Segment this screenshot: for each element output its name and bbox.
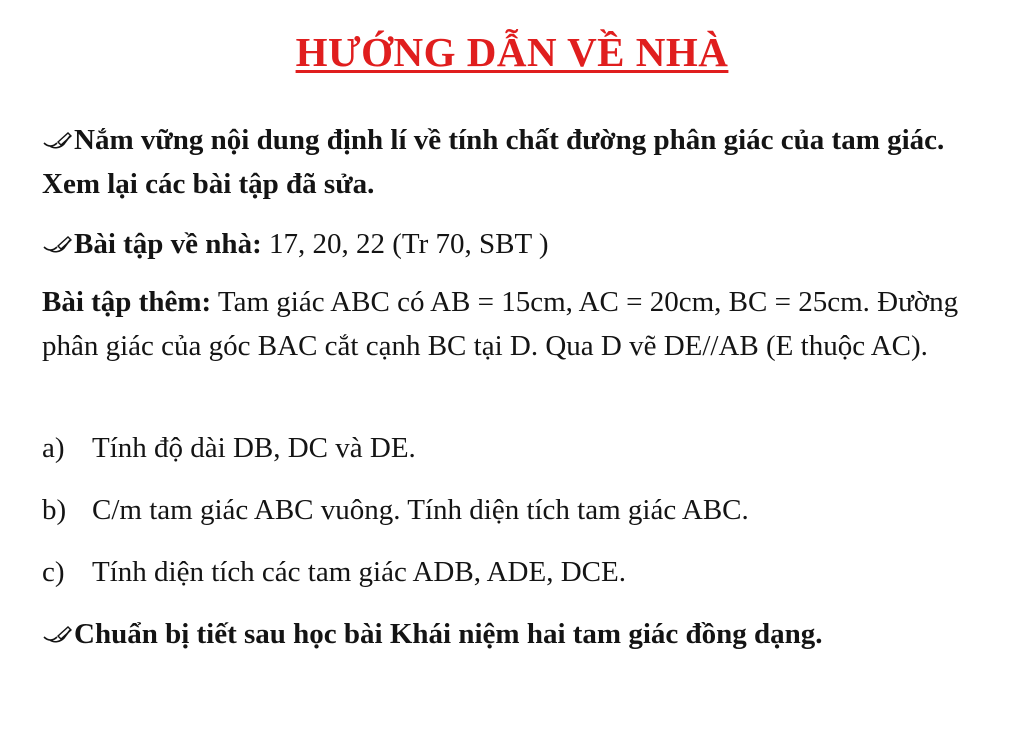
item-letter: b) bbox=[42, 494, 67, 526]
item-letter: a) bbox=[42, 432, 65, 464]
extra-exercise bbox=[42, 280, 987, 368]
list-item-c bbox=[42, 552, 987, 592]
item-text: C/m tam giác ABC vuông. Tính diện tích tam giác ABC. bbox=[92, 494, 749, 526]
pencil-writing-icon bbox=[42, 234, 72, 254]
extra-label: Bài tập thêm: bbox=[42, 286, 212, 318]
extra-text: Tam giác ABC có AB = 15cm, AC = 20cm, BC = 25cm. Đường phân giác của góc BAC cắt cạnh BC tại D. Qua D vẽ DE//AB (E thuộc AC). bbox=[42, 286, 959, 362]
homework-text: 17, 20, 22 (Tr 70, SBT ) bbox=[261, 228, 549, 260]
list-item-b bbox=[42, 490, 987, 530]
bullet-prepare-text: Chuẩn bị tiết sau học bài Khái niệm hai tam giác đồng dạng. bbox=[74, 618, 823, 650]
item-text: Tính diện tích các tam giác ADB, ADE, DCE. bbox=[92, 556, 626, 588]
page-title-text: HƯỚNG DẪN VỀ NHÀ bbox=[295, 29, 729, 75]
item-text: Tính độ dài DB, DC và DE. bbox=[92, 432, 416, 464]
bullet-prepare bbox=[42, 612, 987, 656]
bullet-homework bbox=[42, 222, 987, 266]
list-item-a bbox=[42, 428, 987, 468]
pencil-writing-icon bbox=[42, 624, 72, 644]
page-title bbox=[0, 28, 1024, 76]
homework-label: Bài tập về nhà: bbox=[74, 228, 262, 260]
bullet-review bbox=[42, 118, 987, 206]
item-letter: c) bbox=[42, 556, 65, 588]
pencil-writing-icon bbox=[42, 130, 72, 150]
bullet-review-text: Nắm vững nội dung định lí về tính chất đường phân giác của tam giác. Xem lại các bài tập đã sửa. bbox=[42, 124, 945, 200]
